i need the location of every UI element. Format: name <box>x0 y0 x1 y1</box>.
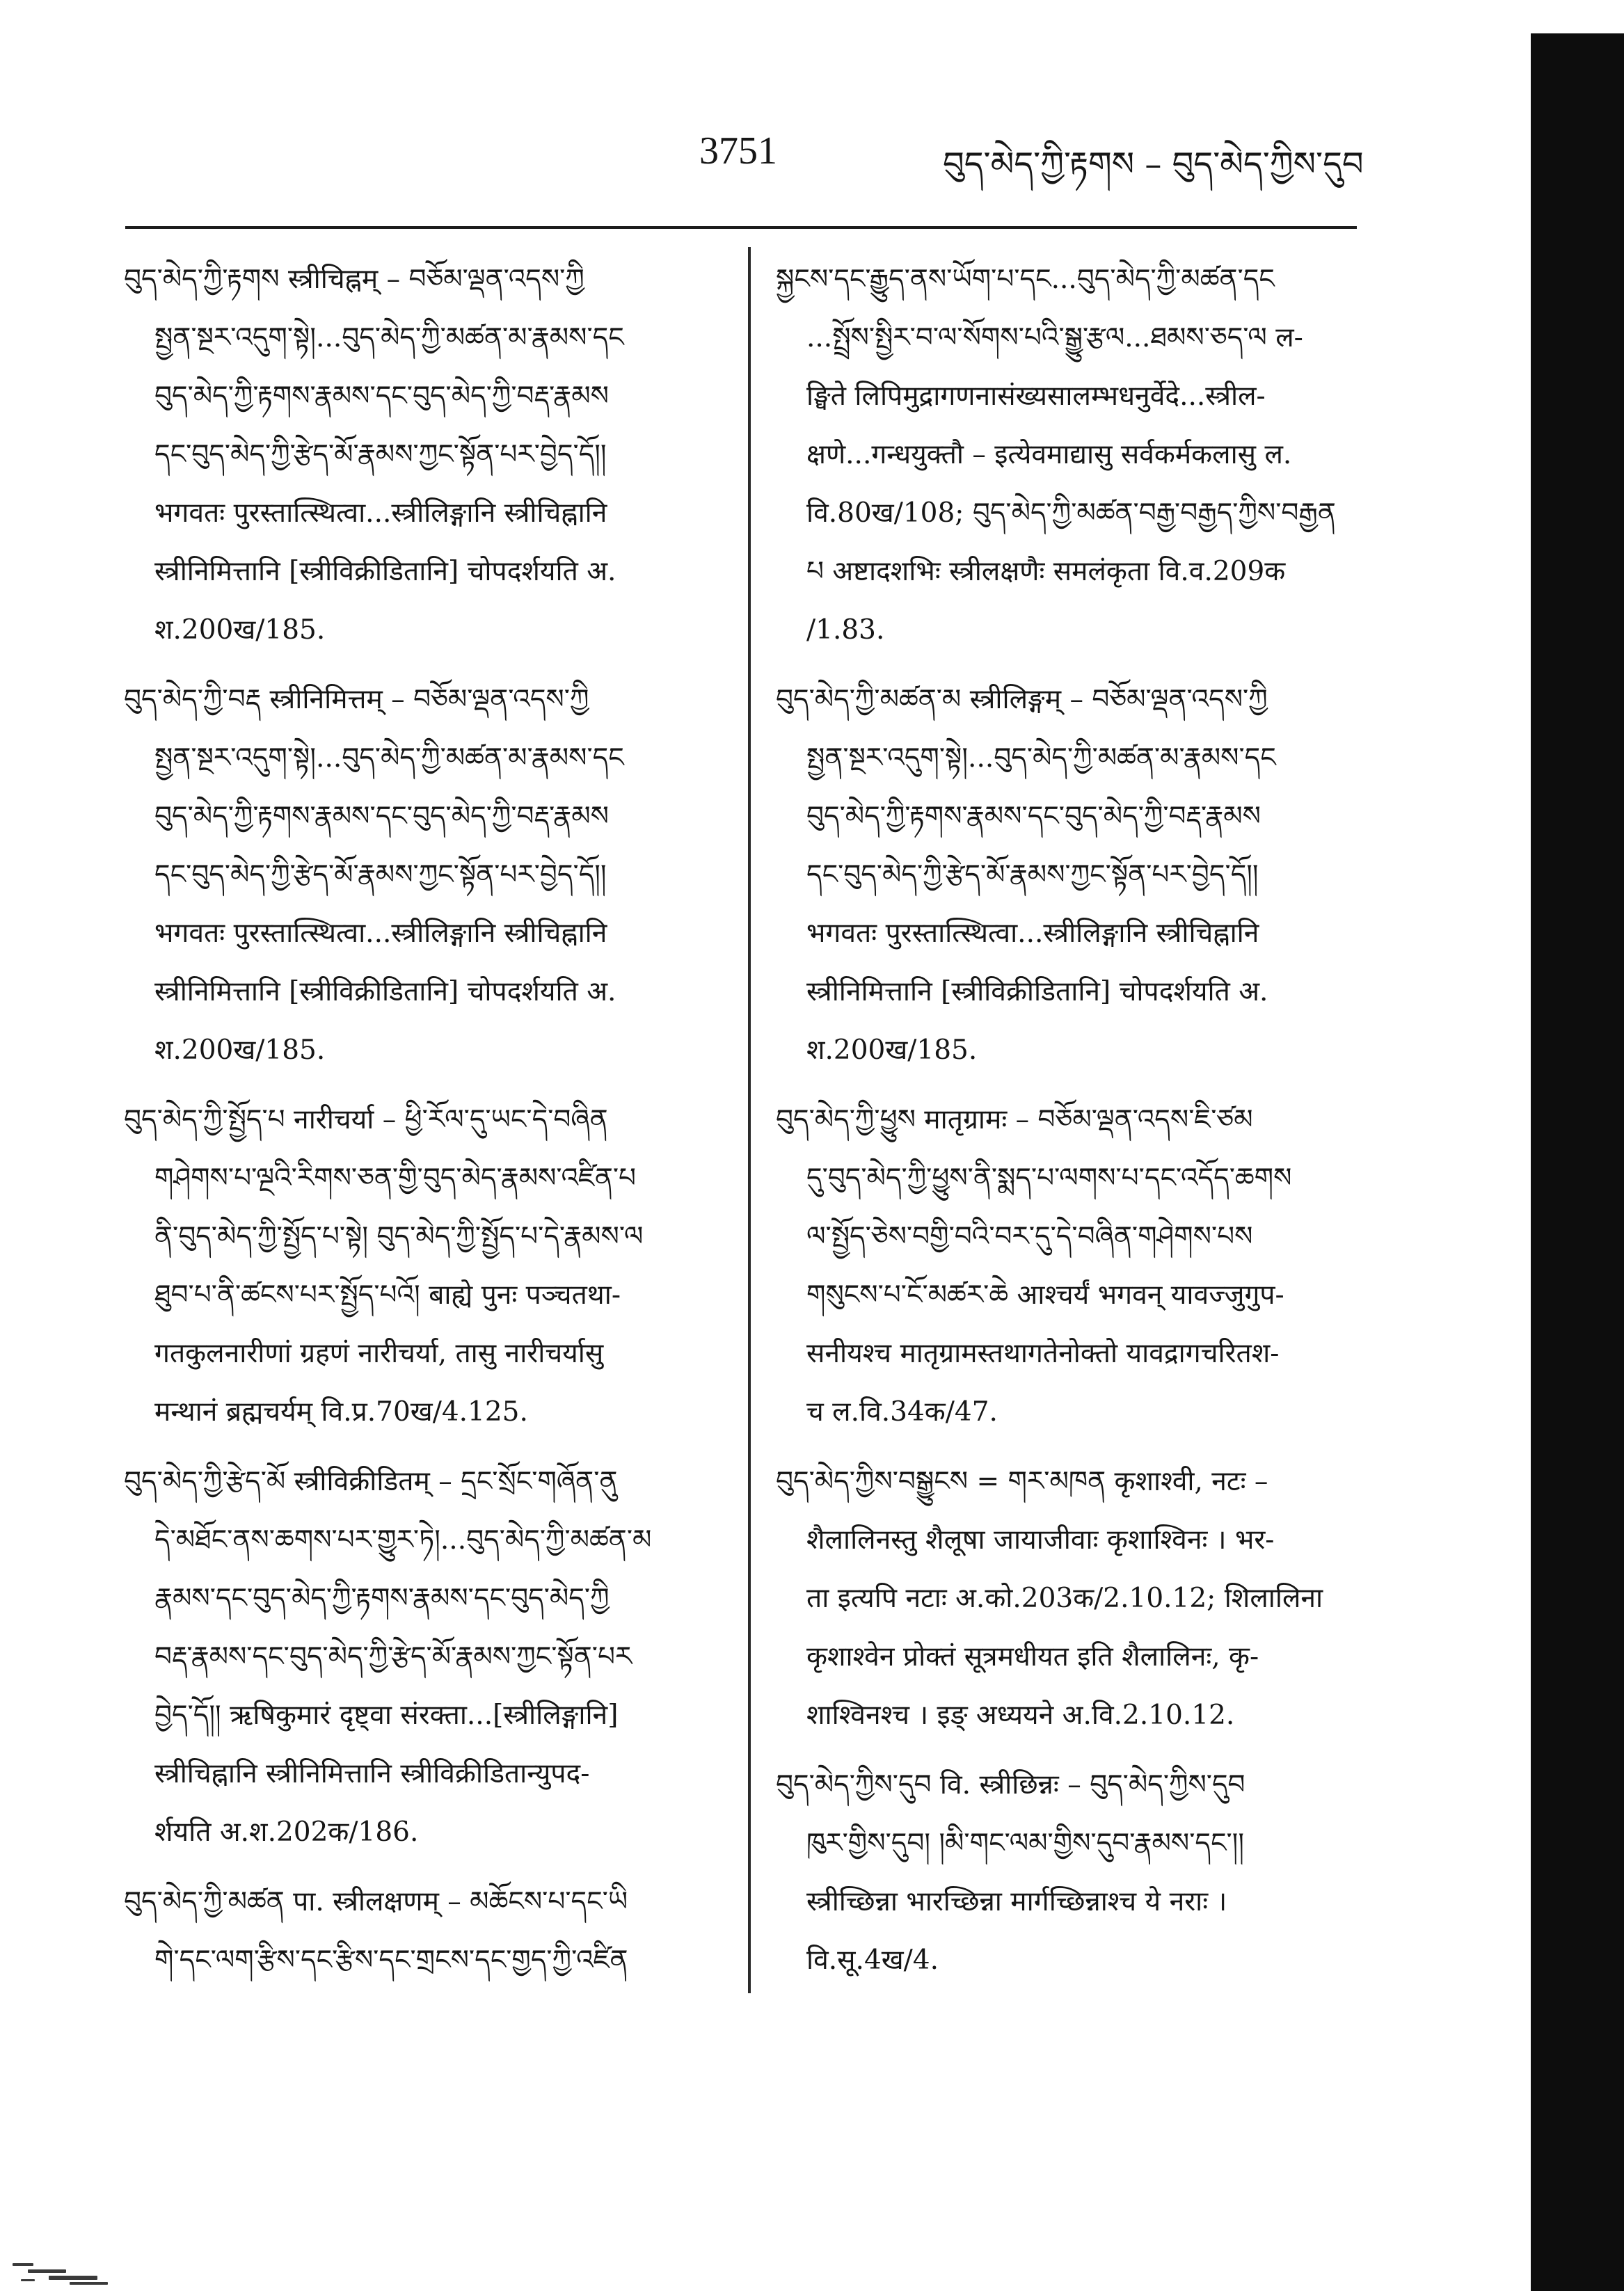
entry-line: श.200ख/185. <box>154 614 326 646</box>
entry-headline: བུད་མེད་ཀྱི་བརྡ स्त्रीनिमित्तम् – བཅོམ་ལྡན་འདས་ཀྱི <box>124 684 589 715</box>
dictionary-entry <box>124 1453 729 1862</box>
entry-line: ལ་སྤྱོད་ཅེས་བགྱི་བའི་བར་དུ་དེ་བཞིན་གཤེགས་པས <box>806 1221 1253 1252</box>
entry-line: བུད་མེད་ཀྱི་རྟགས་རྣམས་དང་བུད་མེད་ཀྱི་བརྡ་རྣམས <box>154 801 609 832</box>
entry-line: स्त्रीनिमित्तानि [स्त्रीविक्रीडितानि] चोपदर्शयति अ. <box>154 976 616 1007</box>
entry-line: भगवतः पुरस्तात्स्थित्वा...स्त्रीलिङ्गानि स्त्रीचिह्नानि <box>154 918 607 949</box>
entry-line: गतकुलनारीणां ग्रहणं नारीचर्या, तासु नारीचर्यासु <box>154 1338 604 1369</box>
entry-line: र्शयति अ.श.202क/186. <box>154 1817 419 1848</box>
entry-headline: བུད་མེད་ཀྱི་རྩེད་མོ स्त्रीविक्रीडितम् – དྲང་སྲོང་གཞོན་ནུ <box>124 1466 618 1497</box>
entry-line: རྣམས་དང་བུད་མེད་ཀྱི་རྟགས་རྣམས་དང་བུད་མེད་ཀྱི <box>154 1583 610 1614</box>
entry-line: བུད་མེད་ཀྱི་རྟགས་རྣམས་དང་བུད་མེད་ཀྱི་བརྡ་རྣམས <box>806 801 1261 832</box>
entry-line: भगवतः पुरस्तात्स्थित्वा...स्त्रीलिङ्गानि स्त्रीचिह्नानि <box>806 918 1259 949</box>
entry-line: क्षणे...गन्धयुक्तौ – इत्येवमाद्यासु सर्वकर्मकलासु ल. <box>806 439 1292 470</box>
entry-line: ཁུར་གྱིས་དུབ། །མི་གང་ལམ་གྱིས་དུབ་རྣམས་དང་།། <box>806 1828 1244 1859</box>
entry-line: ता इत्यपि नटाः अ.को.203क/2.10.12; शिलालिना <box>806 1583 1323 1614</box>
entry-line: དུ་བུད་མེད་ཀྱི་ཕྱུས་ནི་སྨད་པ་ལགས་པ་དང་འདོད་ཆགས <box>806 1163 1292 1194</box>
entry-line: मन्थानं ब्रह्मचर्यम् वि.प्र.70ख/4.125. <box>154 1396 528 1428</box>
entry-line: བརྡ་རྣམས་དང་བུད་མེད་ཀྱི་རྩེད་མོ་རྣམས་ཀྱང་སྟོན་པར <box>154 1641 632 1673</box>
entry-line: स्त्रीचिह्नानि स्त्रीनिमित्तानि स्त्रीविक्रीडितान्युपद- <box>154 1758 590 1789</box>
entry-line: དེ་མཐོང་ནས་ཆགས་པར་གྱུར་ཏེ།...བུད་མེད་ཀྱི་མཚན་མ <box>154 1524 652 1556</box>
dictionary-entry <box>124 250 729 660</box>
entry-line: शैलालिनस्तु शैलूषा जायाजीवाः कृशाश्विनः । भर- <box>806 1524 1275 1556</box>
entry-headline: བུད་མེད་ཀྱི་མཚན་མ स्त्रीलिङ्गम् – བཅོམ་ལྡན་འདས་ཀྱི <box>776 684 1268 715</box>
dictionary-entry <box>776 1453 1378 1745</box>
entry-line: བྱེད་དོ།། ऋषिकुमारं दृष्ट्वा संरक्ता...[स्त्रीलिङ्गानि] <box>154 1700 619 1731</box>
entry-line: གསུངས་པ་ངོ་མཚར་ཆེ आश्चर्यं भगवन् यावज्जुगुप- <box>806 1279 1284 1311</box>
entry-line: ङ्घिते लिपिमुद्रागणनासंख्यसालम्भधनुर्वेदे...स्त्रील- <box>806 381 1266 412</box>
entry-line: वि.80ख/108; བུད་མེད་ཀྱི་མཚན་བརྒྱ་བརྒྱད་ཀྱིས་བརྒྱན <box>806 497 1336 529</box>
dictionary-entry <box>124 1873 729 1990</box>
right-column <box>776 250 1378 2001</box>
entry-line: स्त्रीच्छिन्ना भारच्छिन्ना मार्गच्छिन्नाश्च ये नराः । <box>806 1886 1227 1917</box>
entry-line: सनीयश्च मातृग्रामस्तथागतेनोक्तो यावद्रागचरितश- <box>806 1338 1280 1369</box>
left-column <box>124 250 729 2001</box>
entry-line: वि.सू.4ख/4. <box>806 1945 939 1976</box>
entry-line: སྤྱན་སྔར་འདུག་སྟེ།...བུད་མེད་ཀྱི་མཚན་མ་རྣམས་དང <box>806 742 1276 774</box>
dictionary-entry <box>776 1756 1378 1990</box>
entry-line: स्त्रीनिमित्तानि [स्त्रीविक्रीडितानि] चोपदर्शयति अ. <box>806 976 1268 1007</box>
entry-line: /1.83. <box>806 614 885 646</box>
entry-headline: བུད་མེད་ཀྱིས་བསྒྱུངས = གར་མཁན कृशाश्वी, नटः – <box>776 1466 1268 1497</box>
entry-line: शाश्विनश्च । इङ् अध्ययने अ.वि.2.10.12. <box>806 1700 1235 1731</box>
entry-headline: བུད་མེད་ཀྱིས་དུབ वि. स्त्रीछिन्नः – བུད་མེད་ཀྱིས་དུབ <box>776 1769 1245 1801</box>
entry-headline: བུད་མེད་ཀྱི་སྤྱོད་པ नारीचर्या – ཕྱི་རོལ་དུ་ཡང་དེ་བཞིན <box>124 1104 608 1135</box>
entry-line: श.200ख/185. <box>154 1035 326 1066</box>
entry-line: श.200ख/185. <box>806 1035 978 1066</box>
page-number: 3751 <box>699 129 777 173</box>
entry-line: གེ་དང་ལག་རྩིས་དང་རྩིས་དང་གྲངས་དང་གྱད་ཀྱི་འཛིན <box>154 1945 628 1976</box>
dictionary-entry <box>124 1091 729 1442</box>
dictionary-entry <box>776 1091 1378 1442</box>
dictionary-entry <box>124 671 729 1080</box>
entry-line: པ अष्टादशभिः स्त्रीलक्षणैः समलंकृता वि.व.209क <box>806 556 1286 587</box>
entry-headline: སྐྱངས་དང་རྒྱུད་ནས་ཡོག་པ་དང...བུད་མེད་ཀྱི་མཚན་དང <box>776 264 1275 295</box>
entry-line: भगवतः पुरस्तात्स्थित्वा...स्त्रीलिङ्गानि स्त्रीचिह्नानि <box>154 497 607 529</box>
right-edge-bar <box>1531 33 1624 2291</box>
entry-line: སྤྱན་སྔར་འདུག་སྟེ།...བུད་མེད་ཀྱི་མཚན་མ་རྣམས་དང <box>154 322 624 353</box>
entry-line: དང་བུད་མེད་ཀྱི་རྩེད་མོ་རྣམས་ཀྱང་སྟོན་པར་བྱེད་དོ།། <box>154 439 607 470</box>
dictionary-entry <box>776 671 1378 1080</box>
entry-line: དང་བུད་མེད་ཀྱི་རྩེད་མོ་རྣམས་ཀྱང་སྟོན་པར་བྱེད་དོ།། <box>806 859 1259 891</box>
entry-headline: བུད་མེད་ཀྱི་མཚན पा. स्त्रीलक्षणम् – མཆོངས་པ་དང་ཡི <box>124 1886 628 1917</box>
entry-line: གཤེགས་པ་ལྔའི་རིགས་ཅན་གྱི་བུད་མེད་རྣམས་འཛིན་པ <box>154 1163 637 1194</box>
entry-line: कृशाश्वेन प्रोक्तं सूत्रमधीयत इति शैलालिनः, कृ- <box>806 1641 1259 1673</box>
entry-line: བུད་མེད་ཀྱི་རྟགས་རྣམས་དང་བུད་མེད་ཀྱི་བརྡ་རྣམས <box>154 381 609 412</box>
entry-headline: བུད་མེད་ཀྱི་ཕྱུས मातृग्रामः – བཅོམ་ལྡན་འདས་ཇི་ཙམ <box>776 1104 1253 1135</box>
entry-line: ཐུབ་པ་ནི་ཚངས་པར་སྤྱོད་པའོ། बाह्ये पुनः पञ्चतथा- <box>154 1279 621 1311</box>
entry-line: ནི་བུད་མེད་ཀྱི་སྤྱོད་པ་སྟེ། བུད་མེད་ཀྱི་སྤྱོད་པ་དེ་རྣམས་ལ <box>154 1221 644 1252</box>
entry-line: དང་བུད་མེད་ཀྱི་རྩེད་མོ་རྣམས་ཀྱང་སྟོན་པར་བྱེད་དོ།། <box>154 859 607 891</box>
running-head: བུད་མེད་ཀྱི་རྟགས – བུད་མེད་ཀྱིས་དུབ <box>943 145 1364 184</box>
entry-line: སྤྱན་སྔར་འདུག་སྟེ།...བུད་མེད་ཀྱི་མཚན་མ་རྣམས་དང <box>154 742 624 774</box>
header-rule <box>125 226 1357 229</box>
entry-headline: བུད་མེད་ཀྱི་རྟགས स्त्रीचिह्नम् – བཅོམ་ལྡན་འདས་ཀྱི <box>124 264 584 295</box>
entry-line: च ल.वि.34क/47. <box>806 1396 998 1428</box>
scan-speckle <box>0 2239 118 2291</box>
entry-line: स्त्रीनिमित्तानि [स्त्रीविक्रीडितानि] चोपदर्शयति अ. <box>154 556 616 587</box>
entry-line: ...སྤྲོས་སྤྱིར་བ་ལ་སོགས་པའི་སྒྱུ་རྩལ...ཐམས་ཅད་ལ ल- <box>806 322 1303 353</box>
column-divider <box>748 247 751 1993</box>
dictionary-entry <box>776 250 1378 660</box>
